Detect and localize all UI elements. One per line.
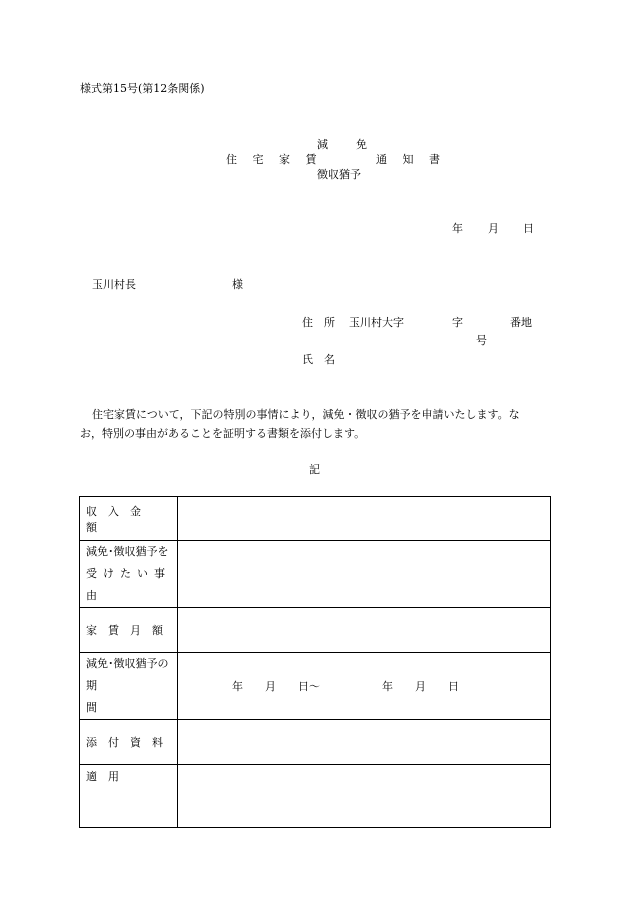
note-label: 適 用	[86, 770, 119, 783]
address-value: 玉川村大字	[349, 316, 404, 329]
row-reason	[80, 541, 551, 608]
income-label: 収入金額	[86, 504, 152, 534]
body-text-line-1: 住宅家賃について，下記の特別の事情により，減免・徴収の猶予を申請いたします。な	[92, 408, 520, 421]
rent-label-cell	[80, 608, 178, 653]
rent-label: 家賃月額	[86, 624, 174, 637]
period-start-month: 月	[265, 680, 276, 693]
form-number: 様式第15号(第12条関係)	[80, 82, 205, 95]
attachment-label-cell	[80, 720, 178, 765]
reason-label-line-1: 減免･徴収猶予を	[86, 545, 169, 558]
period-label-cell	[80, 653, 178, 720]
note-value-cell[interactable]	[178, 765, 551, 828]
note-label-cell	[80, 765, 178, 828]
address-banchi: 番地	[510, 316, 532, 329]
title-right: 通 知 書	[376, 153, 446, 166]
attachment-value-cell[interactable]	[178, 720, 551, 765]
name-label: 氏 名	[302, 353, 335, 366]
period-end-year: 年	[382, 680, 393, 693]
address-go: 号	[476, 334, 487, 347]
reason-label-cell	[80, 541, 178, 608]
title-left: 住 宅 家 賃	[226, 153, 323, 166]
title-option-choshu-yuyo: 徴収猶予	[317, 168, 361, 181]
addressee-name: 玉川村長	[92, 278, 136, 291]
period-label-line-2: 期間	[86, 679, 157, 714]
row-income	[80, 497, 551, 541]
period-end-day: 日	[448, 680, 459, 693]
rent-value-cell[interactable]	[178, 608, 551, 653]
address-aza: 字	[452, 316, 463, 329]
period-label-line-1: 減免･徴収猶予の	[86, 657, 169, 670]
period-value-cell[interactable]	[178, 653, 551, 720]
date-year: 年	[452, 222, 463, 235]
row-period	[80, 653, 551, 720]
attachment-label: 添付資料	[86, 736, 174, 749]
period-start-day: 日〜	[298, 680, 320, 693]
application-table	[79, 496, 551, 828]
row-attachment	[80, 720, 551, 765]
row-note	[80, 765, 551, 828]
row-rent	[80, 608, 551, 653]
reason-label-line-2: 受けたい事由	[86, 567, 171, 602]
income-value-cell[interactable]	[178, 497, 551, 541]
reason-value-cell[interactable]	[178, 541, 551, 608]
title-option-genmen: 減 免	[317, 138, 369, 151]
date-day: 日	[523, 222, 534, 235]
body-text-line-2: お，特別の事由があることを証明する書類を添付します。	[80, 427, 366, 440]
address-label: 住 所	[302, 316, 335, 329]
period-value	[178, 678, 550, 694]
date-month: 月	[488, 222, 499, 235]
period-start-year: 年	[232, 680, 243, 693]
addressee-honorific: 様	[232, 278, 243, 291]
period-end-month: 月	[415, 680, 426, 693]
income-label-cell	[80, 497, 178, 541]
ki-heading: 記	[309, 463, 320, 476]
